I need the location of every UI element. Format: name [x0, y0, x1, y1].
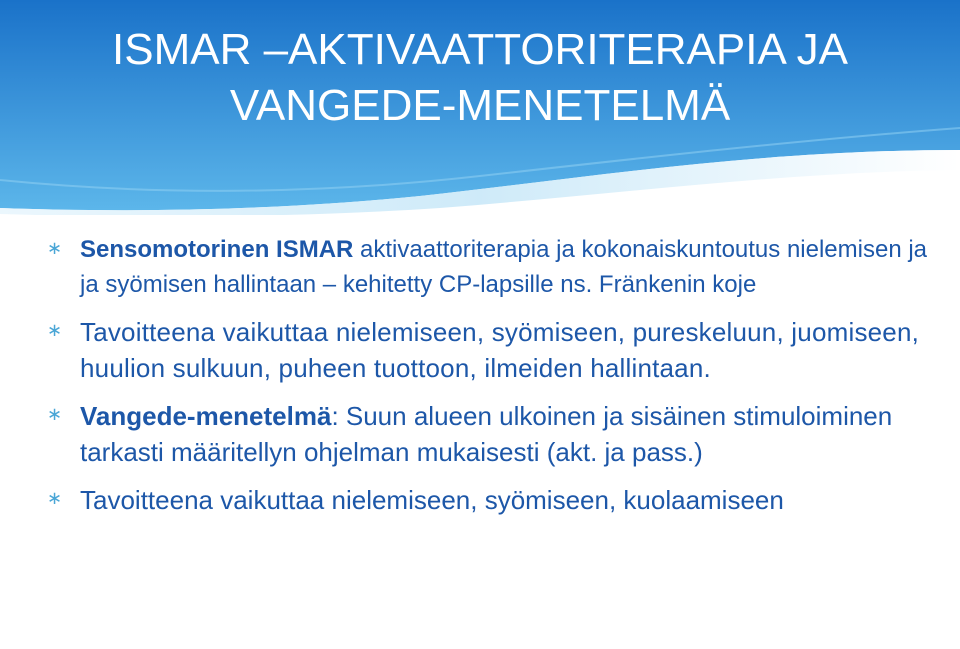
slide-title: [40, 22, 920, 134]
bullet-body: : Suun alueen ulkoinen ja sisäinen stimuloiminen tarkasti määritellyn ohjelman mukaisesti (akt. ja pass.): [80, 401, 893, 467]
bullet-item-ismar: [0, 232, 960, 302]
bullet-item-goal-1: [0, 314, 960, 386]
bullet-asterisk-icon: ∗: [47, 488, 63, 508]
title-line-2: VANGEDE-MENETELMÄ: [229, 81, 731, 130]
title-line-1: ISMAR –AKTIVAATTORITERAPIA JA: [112, 25, 848, 74]
bullet-item-goal-2: [0, 482, 960, 518]
bullet-text: [80, 232, 930, 302]
bullet-asterisk-icon: ∗: [47, 320, 63, 340]
bullet-body: Tavoitteena vaikuttaa nielemiseen, syömiseen, kuolaamiseen: [80, 485, 784, 515]
bullet-item-vangede: [0, 398, 960, 470]
title-banner: [0, 0, 960, 215]
bullet-body: aktivaattoriterapia ja kokonaiskuntoutus nielemisen ja ja syömisen hallintaan – kehitetty CP-lapsille ns. Fränkenin koje: [80, 236, 928, 298]
bullet-body: Tavoitteena vaikuttaa nielemiseen, syömiseen, pureskeluun, juomiseen, huulion sulkuun, puheen tuottoon, ilmeiden hallintaan.: [80, 317, 920, 383]
bullet-list: [0, 232, 960, 530]
bullet-asterisk-icon: ∗: [47, 238, 63, 258]
bullet-text: [80, 398, 930, 470]
bullet-bold-term: Sensomotorinen ISMAR: [80, 236, 354, 263]
bullet-bold-term: Vangede-menetelmä: [80, 401, 332, 431]
bullet-text: [80, 314, 930, 386]
bullet-text: [80, 482, 930, 518]
bullet-asterisk-icon: ∗: [47, 404, 63, 424]
